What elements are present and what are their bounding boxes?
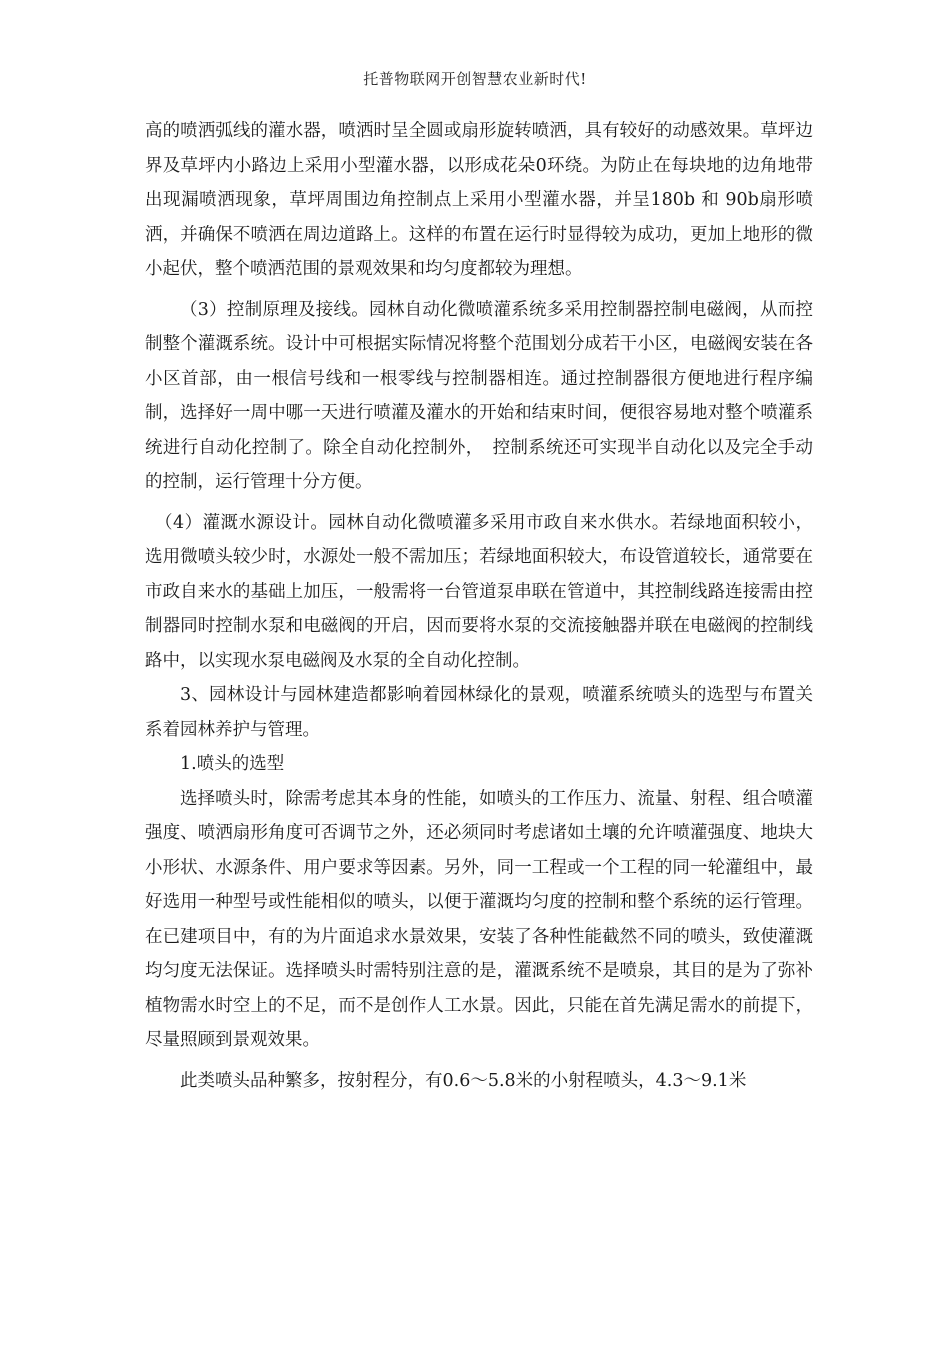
paragraph-1: 高的喷洒弧线的灌水器，喷洒时呈全圆或扇形旋转喷洒，具有较好的动感效果。草坪边界及草坪内小路边上采用小型灌水器，以形成花朵0环绕。为防止在每块地的边角地带出现漏喷洒现象，草坪周围边角控制点上采用小型灌水器，并呈180b 和 90b扇形喷洒，并确保不喷洒在周边道路上。这样的布置在运行时显得较为成功，更加上地形的微小起伏，整个喷洒范围的景观效果和均匀度都较为理想。	[145, 121, 813, 279]
paragraph-6: 此类喷头品种繁多，按射程分，有0.6～5.8米的小射程喷头，4.3～9.1米	[180, 1070, 747, 1091]
paragraph-5: 选择喷头时，除需考虑其本身的性能，如喷头的工作压力、流量、射程、组合喷灌强度、喷洒扇形角度可否调节之外，还必须同时考虑诸如土壤的允许喷灌强度、地块大小形状、水源条件、用户要求等因素。另外，同一工程或一个工程的同一轮灌组中，最好选用一种型号或性能相似的喷头，以便于灌溉均匀度的控制和整个系统的运行管理。在已建项目中，有的为片面追求水景效果，安装了各种性能截然不同的喷头，致使灌溉均匀度无法保证。选择喷头时需特别注意的是，灌溉系统不是喷泉，其目的是为了弥补植物需水时空上的不足，而不是创作人工水景。因此，只能在首先满足需水的前提下，尽量照顾到景观效果。	[145, 788, 813, 1050]
paragraph-3: （4）灌溉水源设计。园林自动化微喷灌多采用市政自来水供水。若绿地面积较小，选用微喷头较少时，水源处一般不需加压；若绿地面积较大，布设管道较长，通常要在市政自来水的基础上加压，一般需将一台管道泵串联在管道中，其控制线路连接需由控制器同时控制水泵和电磁阀的开启，因而要将水泵的交流接触器并联在电磁阀的控制线路中，以实现水泵电磁阀及水泵的全自动化控制。	[145, 512, 813, 671]
section-heading: 1.喷头的选型	[180, 754, 285, 774]
document-body	[145, 114, 813, 1098]
paragraph-2: （3）控制原理及接线。园林自动化微喷灌系统多采用控制器控制电磁阀，从而控制整个灌溉系统。设计中可根据实际情况将整个范围划分成若干小区，电磁阀安装在各小区首部，由一根信号线和一根零线与控制器相连。通过控制器很方便地进行程序编制，选择好一周中哪一天进行喷灌及灌水的开始和结束时间，便很容易地对整个喷灌系统进行自动化控制了。除全自动化控制外， 控制系统还可实现半自动化以及完全手动的控制，运行管理十分方便。	[145, 299, 813, 492]
paragraph-4: 3、园林设计与园林建造都影响着园林绿化的景观，喷灌系统喷头的选型与布置关系着园林养护与管理。	[145, 685, 813, 740]
page-header: 托普物联网开创智慧农业新时代!	[363, 70, 587, 88]
